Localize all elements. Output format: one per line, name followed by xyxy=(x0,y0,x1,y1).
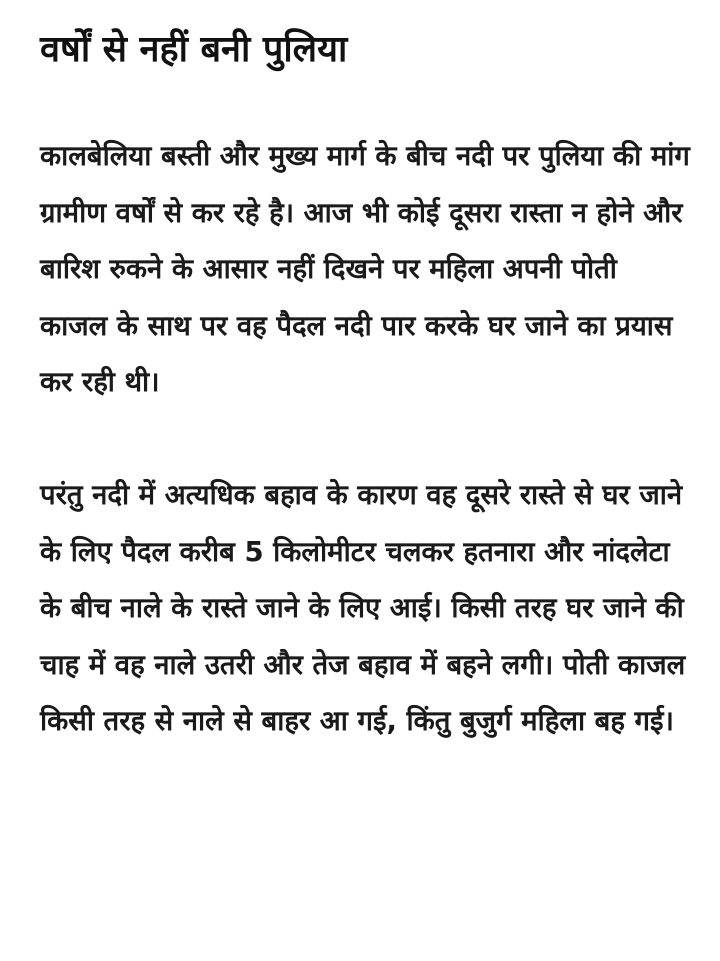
article-paragraph-1: कालबेलिया बस्ती और मुख्य मार्ग के बीच नदी पर पुलिया की मांग ग्रामीण वर्षों से कर रहे है। आज भी कोई दूसरा रास्ता न होने और बारिश रुकने के आसार नहीं दिखने पर महिला अपनी पोती काजल के साथ पर वह पैदल नदी पार करके घर जाने का प्रयास कर रही थी। xyxy=(40,140,690,399)
news-article xyxy=(40,14,690,750)
article-paragraph-2: परंतु नदी में अत्यधिक बहाव के कारण वह दूसरे रास्ते से घर जाने के लिए पैदल करीब 5 किलोमीटर चलकर हतनारा और नांदलेटा के बीच नाले के रास्ते जाने के लिए आई। किसी तरह घर जाने की चाह में वह नाले उतरी और तेज बहाव में बहने लगी। पोती काजल किसी तरह से नाले से बाहर आ गई, किंतु बुजुर्ग महिला बह गई। xyxy=(40,478,686,738)
article-headline: वर्षों से नहीं बनी पुलिया xyxy=(40,29,348,70)
